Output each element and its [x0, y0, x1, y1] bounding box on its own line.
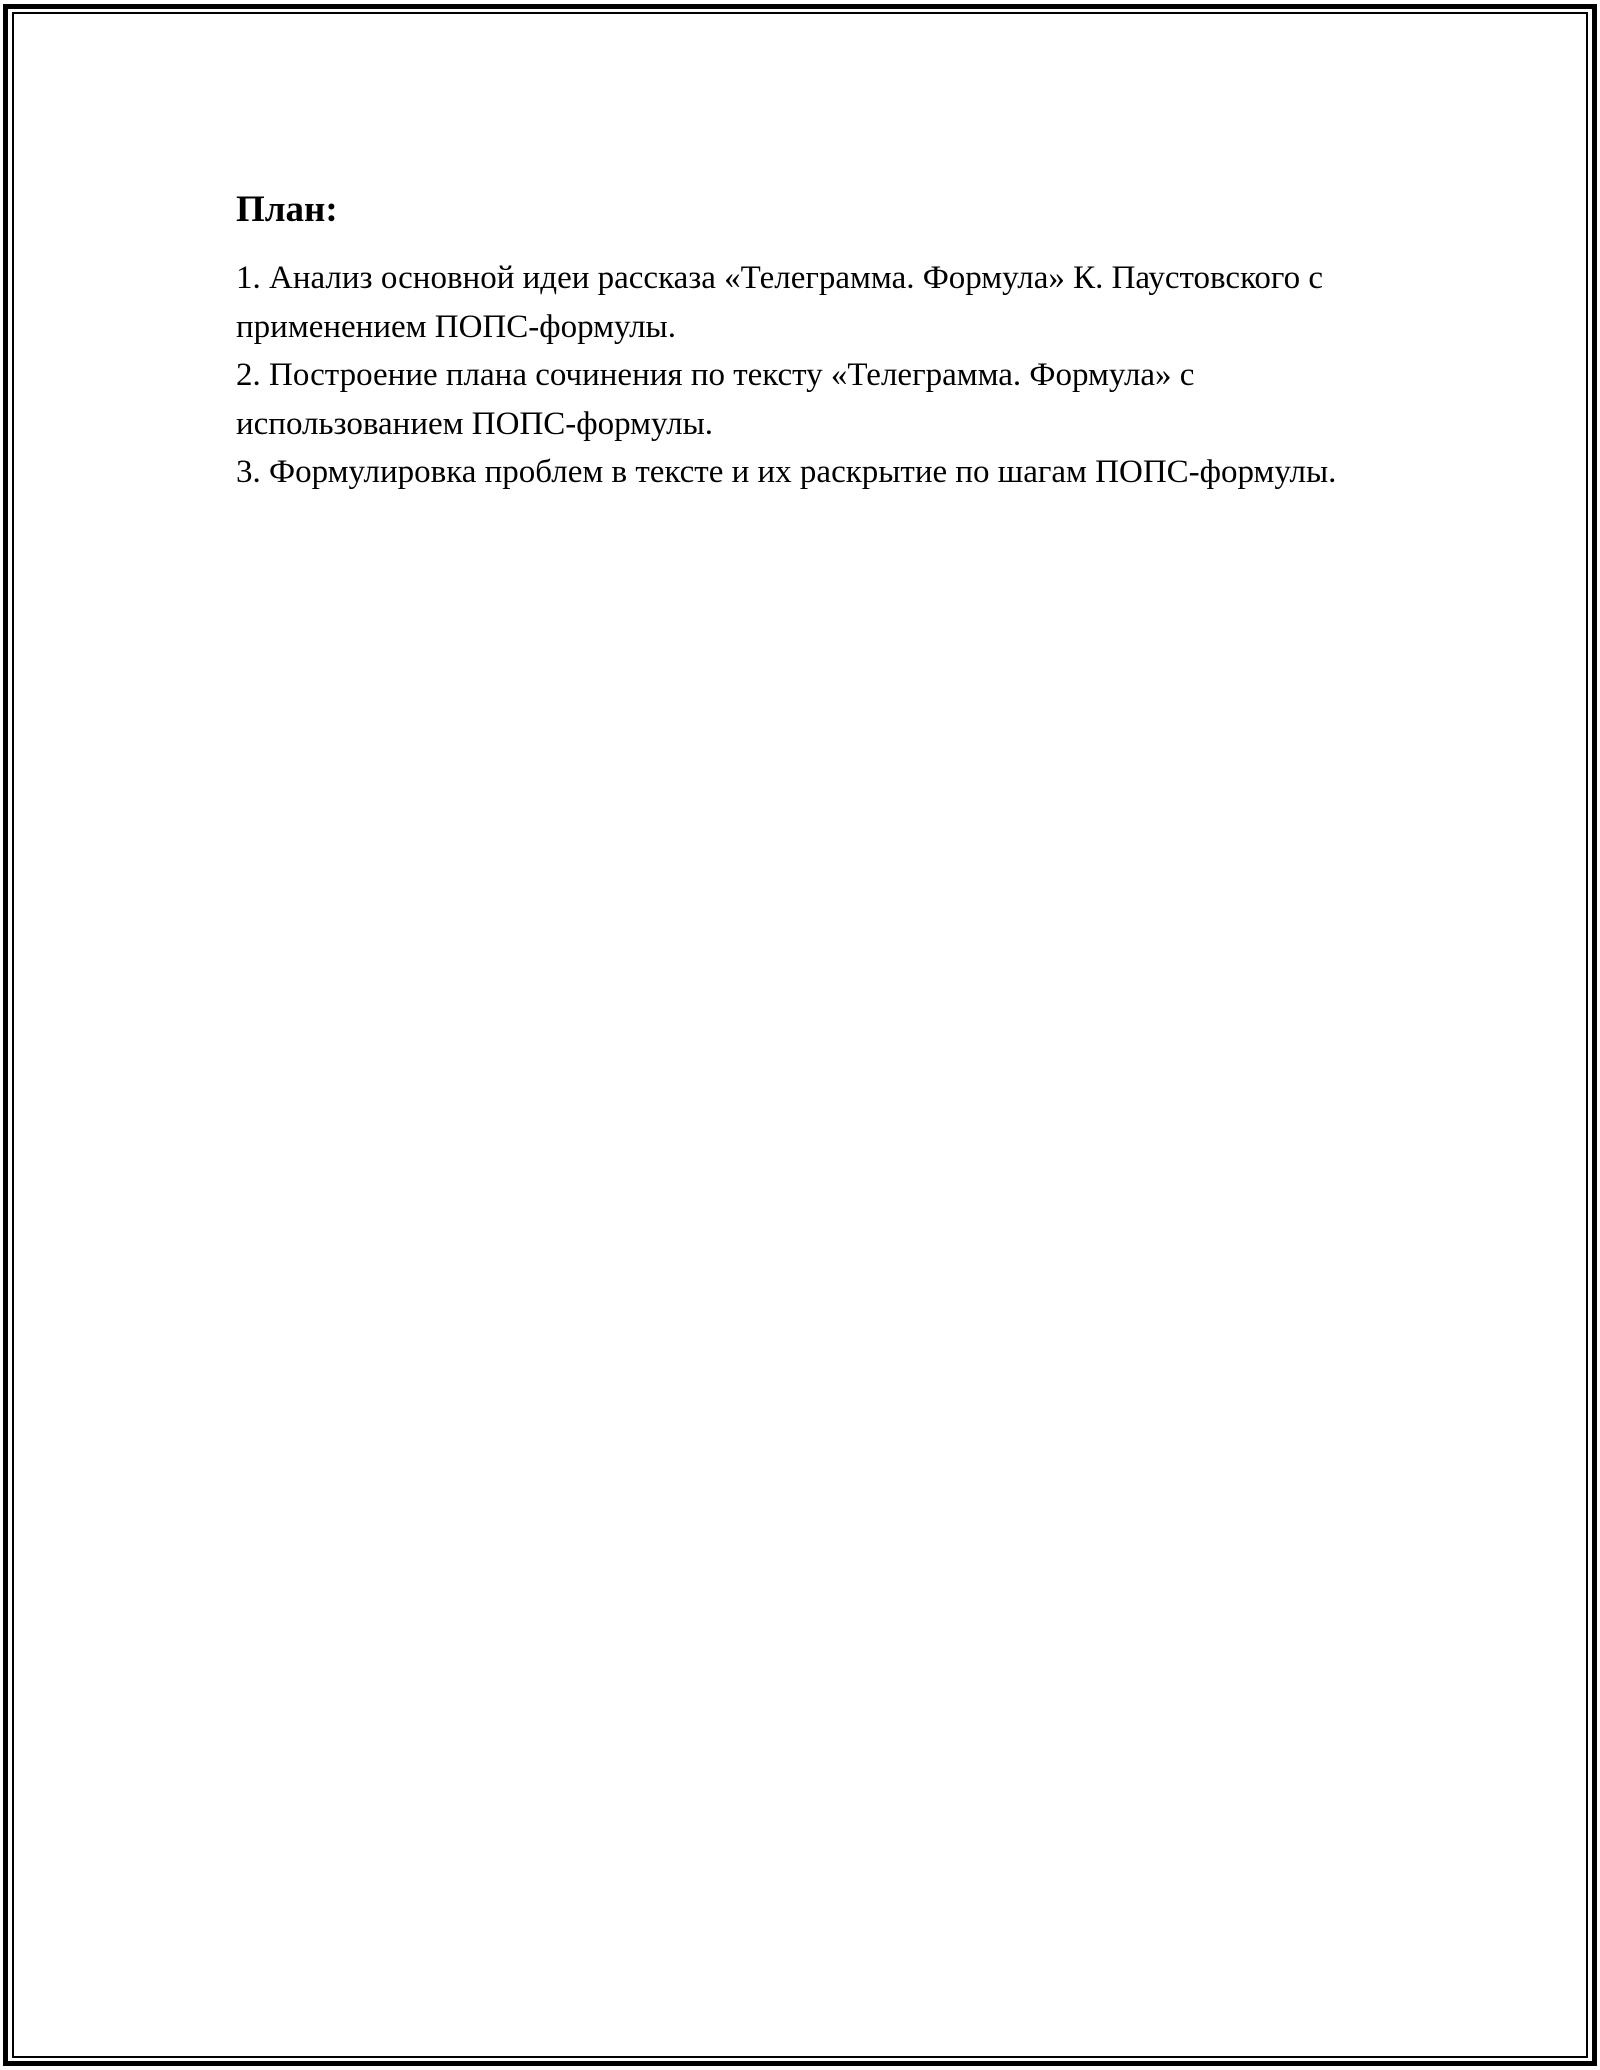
- plan-item-2: 2. Построение плана сочинения по тексту «Телеграмма. Формула» с использованием ПОПС-формулы.: [236, 357, 1195, 442]
- document-content: [236, 186, 1356, 497]
- plan-item-3: 3. Формулировка проблем в тексте и их раскрытие по шагам ПОПС-формулы.: [236, 454, 1337, 490]
- plan-item-1: 1. Анализ основной идеи рассказа «Телеграмма. Формула» К. Паустовского с применением ПОПС-формулы.: [236, 260, 1324, 345]
- plan-list: [236, 254, 1356, 497]
- page-title: План:: [236, 189, 338, 230]
